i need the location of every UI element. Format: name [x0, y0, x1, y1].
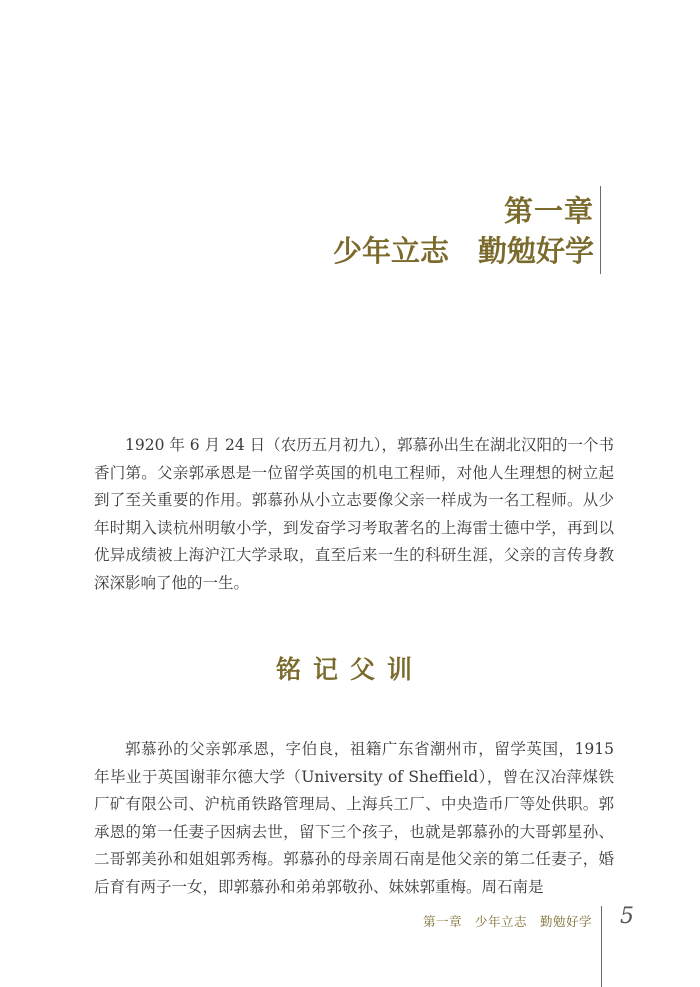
running-footer: 第一章 少年立志 勤勉好学: [422, 914, 592, 929]
section-paragraph: 郭慕孙的父亲郭承恩，字伯良，祖籍广东省潮州市，留学英国，1915 年毕业于英国谢菲尔德大学（University of Sheffield），曾在汉冶萍煤铁厂矿有限公司、沪杭甬铁路管理局、上海兵工厂、中央造币厂等处供职。郭承恩的第一任妻子因病去世，留下三个孩子，也就是郭慕孙的大哥郭星孙、二哥郭美孙和姐姐郭秀梅。郭慕孙的母亲周石南是他父亲的第二任妻子，婚后育有两子一女，即郭慕孙和弟弟郭敬孙、妹妹郭重梅。周石南是: [94, 740, 614, 896]
chapter-number: 第一章: [503, 194, 594, 228]
section-title: 铭记父训: [275, 655, 424, 684]
intro-paragraph: 1920 年 6 月 24 日（农历五月初九），郭慕孙出生在湖北汉阳的一个书香门第。父亲郭承恩是一位留学英国的机电工程师，对他人生理想的树立起到了至关重要的作用。郭慕孙从小立志要像父亲一样成为一名工程师。从少年时期入读杭州明敏小学，到发奋学习考取著名的上海雷士德中学，再到以优异成绩被上海沪江大学录取，直至后来一生的科研生涯，父亲的言传身教深深影响了他的一生。: [94, 436, 614, 592]
chapter-heading: [333, 192, 594, 270]
page-number: 5: [620, 904, 634, 929]
chapter-divider: [600, 186, 601, 274]
footer-divider: [601, 906, 602, 987]
chapter-title: 少年立志 勤勉好学: [332, 234, 594, 268]
